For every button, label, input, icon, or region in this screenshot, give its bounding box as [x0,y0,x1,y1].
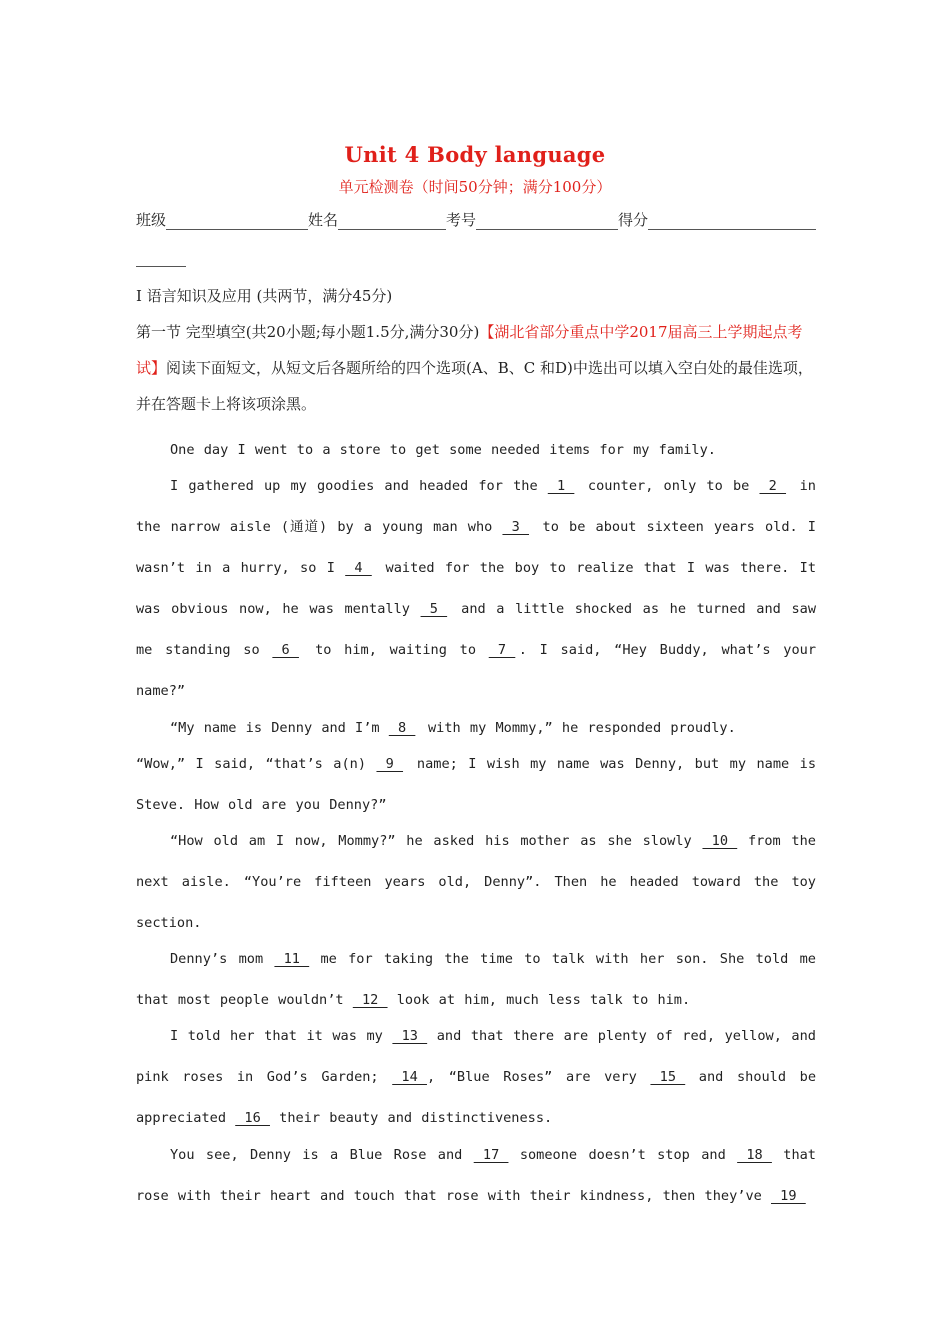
part1-label: 第一节 完型填空(共20小题;每小题1.5分,满分30分) [136,323,480,341]
student-info-row [136,209,816,230]
blank-2[interactable]: 2 [759,478,787,494]
blank-16[interactable]: 16 [235,1110,270,1126]
passage-paragraph-1: One day I went to a store to get some needed items for my family. [170,442,716,458]
passage-paragraph-3: “My name is Denny and I’m 8 with my Mommy,” he responded proudly. [136,708,816,749]
blank-3[interactable]: 3 [502,519,530,535]
passage-paragraph-7: I told her that it was my 13 and that there are plenty of red, yellow, and pink roses in God’s Garden; 14 , “Blue Roses” are very 15 and should be appreciated 16 their beauty and distinctiveness. [136,1016,816,1139]
blank-1[interactable]: 1 [547,478,575,494]
blank-4[interactable]: 4 [345,560,372,576]
blank-18[interactable]: 18 [737,1147,772,1163]
passage-paragraph-4: “Wow,” I said, “that’s a(n) 9 name; I wish my name was Denny, but my name is Steve. How old are you Denny?” [136,744,816,826]
blank-8[interactable]: 8 [388,720,416,736]
blank-9[interactable]: 9 [376,756,404,772]
blank-10[interactable]: 10 [702,833,738,849]
exam-subtitle: 单元检测卷（时间50分钟；满分100分） [338,178,612,196]
unit-title: Unit 4 Body language [344,142,606,167]
blank-7[interactable]: 7 [488,642,516,658]
class-label: 班级 [136,211,167,229]
blank-12[interactable]: 12 [352,992,388,1008]
blank-15[interactable]: 15 [650,1069,686,1085]
score-blank[interactable] [648,213,816,230]
exam-number-blank[interactable] [476,213,618,230]
section-heading: I 语言知识及应用 (共两节，满分45分) [136,287,393,305]
blank-11[interactable]: 11 [274,951,310,967]
blank-6[interactable]: 6 [272,642,299,658]
score-blank-continuation [136,266,186,267]
part1-instructions [136,314,816,422]
class-blank[interactable] [166,213,308,230]
blank-13[interactable]: 13 [392,1028,428,1044]
blank-19[interactable]: 19 [771,1188,806,1204]
score-label: 得分 [618,211,649,229]
part1-text: 阅读下面短文，从短文后各题所给的四个选项(A、B、C 和D)中选出可以填入空白处的最佳选项，并在答题卡上将该项涂黑。 [136,359,813,413]
name-blank[interactable] [338,213,446,230]
passage-paragraph-2: I gathered up my goodies and headed for the 1 counter, only to be 2 in the narrow aisle (通道) by a young man who 3 to be about sixteen years old. I wasn’t in a hurry, so I 4 waited for the boy to realize that I was there. It was obvious now, he was mentally 5 and a little shocked as he turned and saw me standing so 6 to him, waiting to 7 . I said, “Hey Buddy, what’s your name?” [136,466,816,712]
name-label: 姓名 [308,211,339,229]
blank-5[interactable]: 5 [420,601,448,617]
passage-paragraph-5: “How old am I now, Mommy?” he asked his mother as she slowly 10 from the next aisle. “You’re fifteen years old, Denny”. Then he headed toward the toy section. [136,821,816,944]
blank-14[interactable]: 14 [392,1069,427,1085]
exam-number-label: 考号 [446,211,477,229]
passage-paragraph-6: Denny’s mom 11 me for taking the time to talk with her son. She told me that most people wouldn’t 12 look at him, much less talk to him. [136,939,816,1021]
part1-source: 【湖北省部分重点中学2017届高三上学期起点考试】 [136,323,803,377]
passage-paragraph-8: You see, Denny is a Blue Rose and 17 someone doesn’t stop and 18 that rose with their heart and touch that rose with their kindness, then they’ve 19 [136,1135,816,1217]
blank-17[interactable]: 17 [473,1147,509,1163]
